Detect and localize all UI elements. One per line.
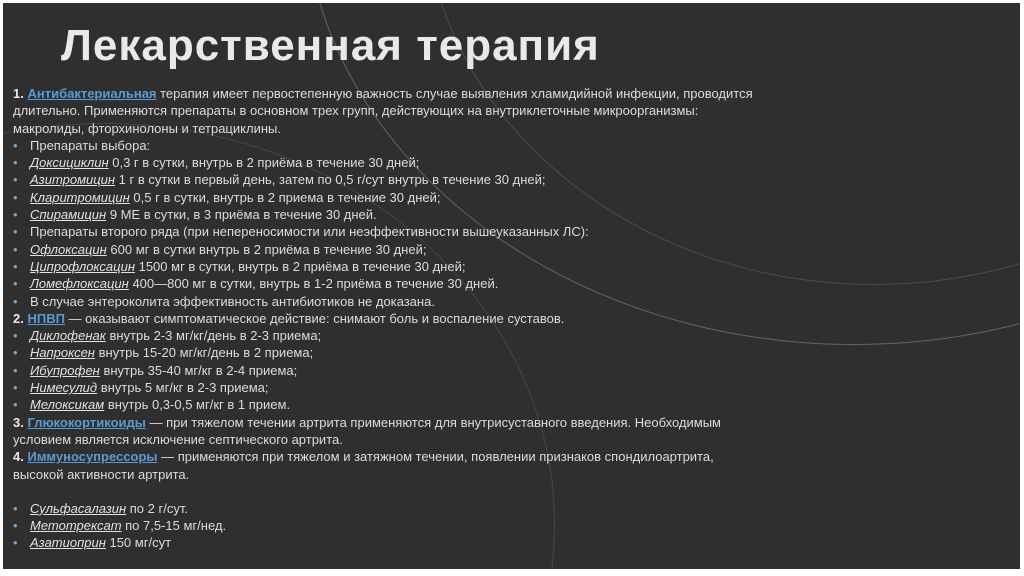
list-item — [13, 396, 1013, 413]
drug-name: Диклофенак — [30, 328, 106, 344]
list-item — [13, 293, 1013, 310]
drug-dose: 600 мг в сутки внутрь в 2 приёма в течение 30 дней; — [106, 241, 427, 257]
drug-name: Нимесулид — [30, 380, 98, 396]
bullet-icon: • — [13, 535, 18, 551]
section-text: — оказывают симптоматическое действие: снимают боль и воспаление суставов. — [64, 310, 565, 326]
bullet-icon: • — [13, 258, 18, 274]
section-1-line-3 — [13, 120, 1013, 137]
section-number: 4. — [13, 449, 24, 465]
list-item — [13, 171, 1013, 188]
bullet-icon: • — [13, 172, 18, 188]
drug-name: Ломефлоксацин — [30, 276, 129, 292]
slide-content — [13, 85, 1013, 552]
bullet-icon: • — [13, 328, 18, 344]
section-1-line-2 — [13, 102, 1013, 119]
section-text: — при тяжелом течении артрита применяются для внутрисуставного введения. Необходимым — [145, 414, 721, 430]
spacer — [13, 483, 1013, 500]
drug-dose: 400—800 мг в сутки, внутрь в 1-2 приёма в течение 30 дней. — [128, 276, 499, 292]
list-item — [13, 517, 1013, 534]
drug-dose: внутрь 15-20 мг/кг/день в 2 приема; — [94, 345, 314, 361]
drug-dose: внутрь 5 мг/кг в 2-3 приема; — [97, 380, 269, 396]
drug-dose: внутрь 2-3 мг/кг/день в 2-3 приема; — [105, 328, 322, 344]
bullet-icon: • — [13, 397, 18, 413]
list-label: Препараты второго ряда (при непереносимости или неэффективности вышеуказанных ЛС): — [30, 224, 589, 240]
drug-name: Ибупрофен — [30, 362, 100, 378]
section-heading-link[interactable]: Антибактериальная — [27, 86, 157, 101]
section-4-line-2 — [13, 466, 1013, 483]
section-text: длительно. Применяются препараты в основном трех групп, действующих на внутриклеточные микроорганизмы: — [13, 103, 699, 119]
section-number: 1. — [13, 86, 24, 101]
section-text: терапия имеет первостепенную важность случае выявления хламидийной инфекции, проводится — [156, 86, 753, 101]
drug-name: Метотрексат — [30, 518, 122, 534]
bullet-icon: • — [13, 241, 18, 257]
bullet-icon: • — [13, 137, 18, 153]
section-3-line-1 — [13, 414, 1013, 431]
section-3-line-2 — [13, 431, 1013, 448]
list-item — [13, 362, 1013, 379]
list-label: Препараты выбора: — [30, 137, 151, 153]
list-item — [13, 154, 1013, 171]
bullet-icon: • — [13, 276, 18, 292]
list-item — [13, 379, 1013, 396]
bullet-icon: • — [13, 155, 18, 171]
bullet-icon: • — [13, 345, 18, 361]
list-item — [13, 534, 1013, 551]
drug-dose: внутрь 0,3-0,5 мг/кг в 1 прием. — [104, 397, 291, 413]
section-text: высокой активности артрита. — [13, 466, 190, 482]
section-text: макролиды, фторхинолоны и тетрациклины. — [13, 120, 281, 136]
section-number: 2. — [13, 310, 24, 326]
drug-name: Сульфасалазин — [30, 500, 127, 516]
drug-name: Спирамицин — [30, 207, 107, 223]
drug-name: Мелоксикам — [30, 397, 105, 413]
section-2-line-1 — [13, 310, 1013, 327]
section-text: условием является исключение септического артрита. — [13, 431, 343, 447]
bullet-icon: • — [13, 380, 18, 396]
bullet-icon: • — [13, 362, 18, 378]
drug-dose: по 7,5-15 мг/нед. — [121, 518, 227, 534]
section-number: 3. — [13, 414, 24, 430]
list-item — [13, 137, 1013, 154]
drug-dose: 1 г в сутки в первый день, затем по 0,5 г/сут внутрь в течение 30 дней; — [115, 172, 546, 188]
bullet-icon: • — [13, 189, 18, 205]
bullet-icon: • — [13, 500, 18, 516]
drug-name: Доксициклин — [30, 155, 109, 171]
list-text: В случае энтероколита эффективность антибиотиков не доказана. — [30, 293, 435, 309]
list-item — [13, 241, 1013, 258]
slide-title: Лекарственная терапия — [61, 21, 600, 70]
bullet-icon: • — [13, 293, 18, 309]
list-item — [13, 344, 1013, 361]
bullet-icon: • — [13, 224, 18, 240]
drug-dose: внутрь 35-40 мг/кг в 2-4 приема; — [99, 362, 298, 378]
section-4-line-1 — [13, 448, 1013, 465]
drug-dose: 9 МЕ в сутки, в 3 приёма в течение 30 дней. — [106, 207, 377, 223]
section-heading-link[interactable]: Глюкокортикоиды — [27, 414, 146, 430]
drug-name: Офлоксацин — [30, 241, 107, 257]
drug-name: Напроксен — [30, 345, 95, 361]
drug-dose: 0,5 г в сутки, внутрь в 2 приема в течение 30 дней; — [129, 189, 441, 205]
bullet-icon: • — [13, 207, 18, 223]
slide — [3, 3, 1020, 569]
list-item — [13, 223, 1013, 240]
section-text: — применяются при тяжелом и затяжном течении, появлении признаков спондилоартрита, — [157, 449, 714, 465]
section-1-line-1 — [13, 85, 1013, 102]
drug-dose: 150 мг/сут — [105, 535, 172, 551]
drug-name: Азатиоприн — [30, 535, 106, 551]
list-item — [13, 327, 1013, 344]
list-item — [13, 275, 1013, 292]
list-item — [13, 258, 1013, 275]
bullet-icon: • — [13, 518, 18, 534]
list-item — [13, 189, 1013, 206]
section-heading-link[interactable]: Иммуносупрессоры — [27, 449, 158, 465]
drug-dose: 1500 мг в сутки, внутрь в 2 приёма в течение 30 дней; — [134, 258, 466, 274]
drug-dose: 0,3 г в сутки, внутрь в 2 приёма в течение 30 дней; — [108, 155, 420, 171]
drug-name: Кларитромицин — [30, 189, 130, 205]
drug-name: Ципрофлоксацин — [30, 258, 135, 274]
drug-name: Азитромицин — [30, 172, 116, 188]
section-heading-link[interactable]: НПВП — [27, 310, 65, 326]
list-item — [13, 500, 1013, 517]
list-item — [13, 206, 1013, 223]
drug-dose: по 2 г/сут. — [126, 500, 188, 516]
